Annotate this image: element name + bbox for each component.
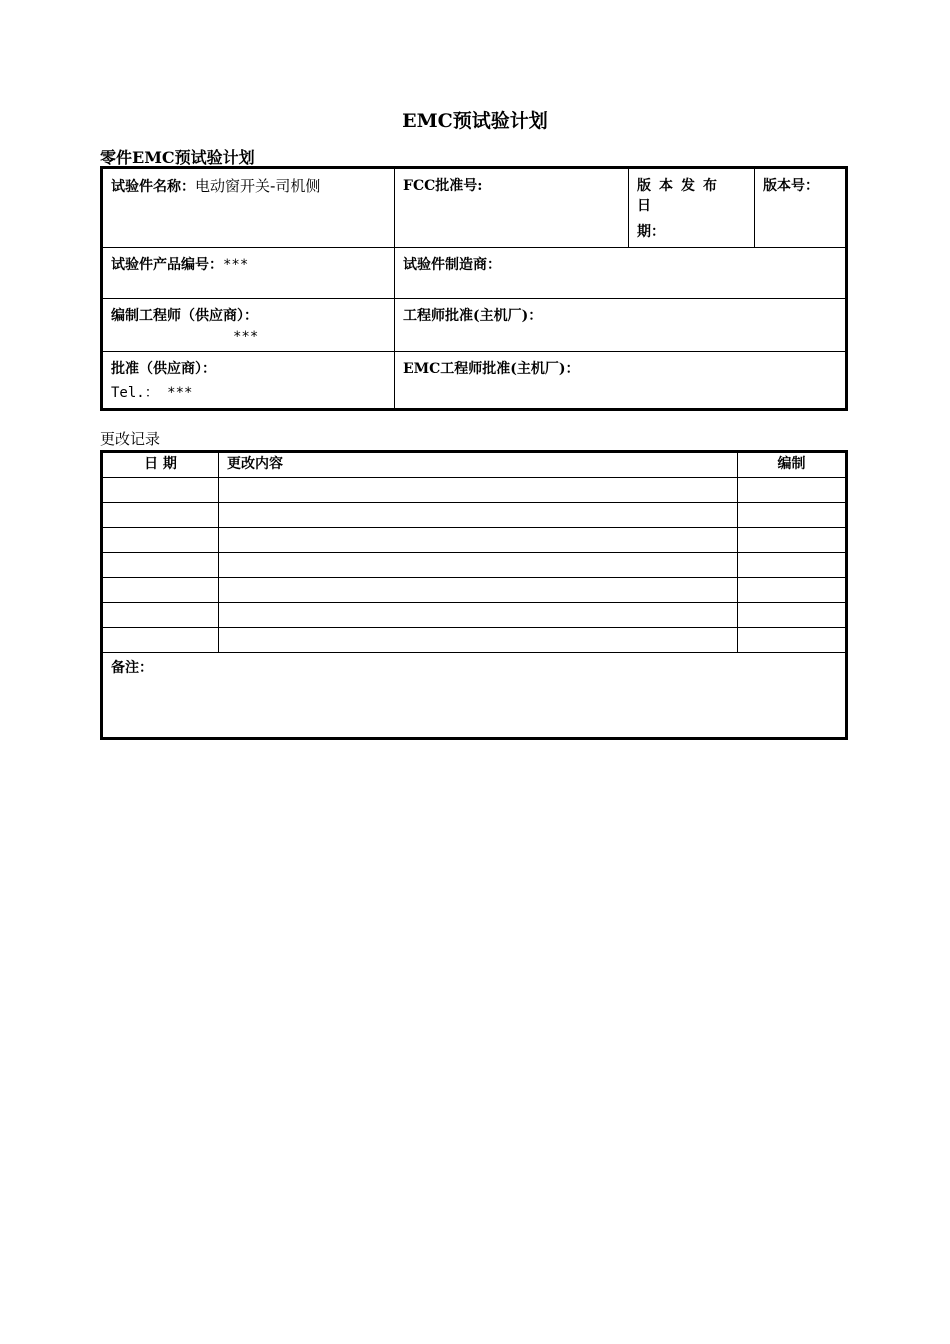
manufacturer-cell	[395, 248, 847, 299]
author-cell[interactable]	[738, 478, 847, 503]
version-cell	[755, 168, 847, 248]
emc-engineer-cell	[395, 352, 847, 410]
info-row-4	[102, 352, 847, 410]
author-cell[interactable]	[738, 603, 847, 628]
fcc-approval-label: FCC批准号:	[403, 178, 483, 194]
info-row-1	[102, 168, 847, 248]
engineer-supplier-label: 编制工程师（供应商）：	[111, 308, 258, 324]
fcc-approval-cell	[395, 168, 629, 248]
tel-value: ***	[167, 385, 193, 401]
author-cell[interactable]	[738, 578, 847, 603]
author-cell[interactable]	[738, 553, 847, 578]
change-row	[102, 578, 847, 603]
note-row	[102, 653, 847, 739]
info-row-3	[102, 299, 847, 352]
change-row	[102, 553, 847, 578]
note-label: 备注：	[111, 660, 153, 676]
author-cell[interactable]	[738, 503, 847, 528]
engineer-supplier-cell	[102, 299, 395, 352]
change-row	[102, 603, 847, 628]
content-cell[interactable]	[219, 628, 738, 653]
content-cell[interactable]	[219, 478, 738, 503]
content-cell[interactable]	[219, 528, 738, 553]
change-row	[102, 528, 847, 553]
engineer-oem-cell	[395, 299, 847, 352]
manufacturer-label: 试验件制造商：	[403, 257, 501, 273]
note-cell[interactable]	[102, 653, 847, 739]
date-cell[interactable]	[102, 478, 219, 503]
date-cell[interactable]	[102, 578, 219, 603]
author-cell[interactable]	[738, 528, 847, 553]
product-no-value: ***	[223, 257, 249, 273]
release-date-label-cont: 期：	[637, 224, 665, 240]
change-row	[102, 503, 847, 528]
date-cell[interactable]	[102, 553, 219, 578]
content-header: 更改内容	[219, 452, 738, 478]
tel-line	[111, 382, 386, 402]
content-cell[interactable]	[219, 503, 738, 528]
release-date-label: 版本发布日	[637, 178, 725, 214]
content-cell[interactable]	[219, 603, 738, 628]
document-title: EMC预试验计划	[402, 110, 548, 132]
date-cell[interactable]	[102, 603, 219, 628]
version-label: 版本号：	[763, 178, 819, 194]
emc-engineer-label: EMC工程师批准(主机厂)：	[403, 361, 580, 377]
engineer-oem-label: 工程师批准(主机厂)：	[403, 308, 543, 324]
approval-supplier-label: 批准（供应商）：	[111, 361, 216, 377]
section-title: 零件EMC预试验计划	[100, 148, 255, 167]
sample-name-cell	[102, 168, 395, 248]
author-cell[interactable]	[738, 628, 847, 653]
approval-supplier-cell	[102, 352, 395, 410]
date-header: 日 期	[102, 452, 219, 478]
product-no-cell	[102, 248, 395, 299]
date-cell[interactable]	[102, 628, 219, 653]
engineer-supplier-value: ***	[233, 329, 259, 345]
sample-name-label: 试验件名称：	[111, 179, 195, 195]
change-row	[102, 628, 847, 653]
plan-info-table	[100, 166, 848, 411]
release-date-cell	[629, 168, 755, 248]
info-row-2	[102, 248, 847, 299]
change-row	[102, 478, 847, 503]
content-cell[interactable]	[219, 578, 738, 603]
content-cell[interactable]	[219, 553, 738, 578]
change-record-table	[100, 450, 848, 740]
tel-label: Tel.：	[111, 385, 159, 401]
change-header-row	[102, 452, 847, 478]
product-no-label: 试验件产品编号：	[111, 257, 223, 273]
date-cell[interactable]	[102, 503, 219, 528]
sample-name-value: 电动窗开关-司机侧	[195, 177, 321, 195]
change-record-title: 更改记录	[100, 430, 161, 448]
author-header: 编制	[738, 452, 847, 478]
date-cell[interactable]	[102, 528, 219, 553]
